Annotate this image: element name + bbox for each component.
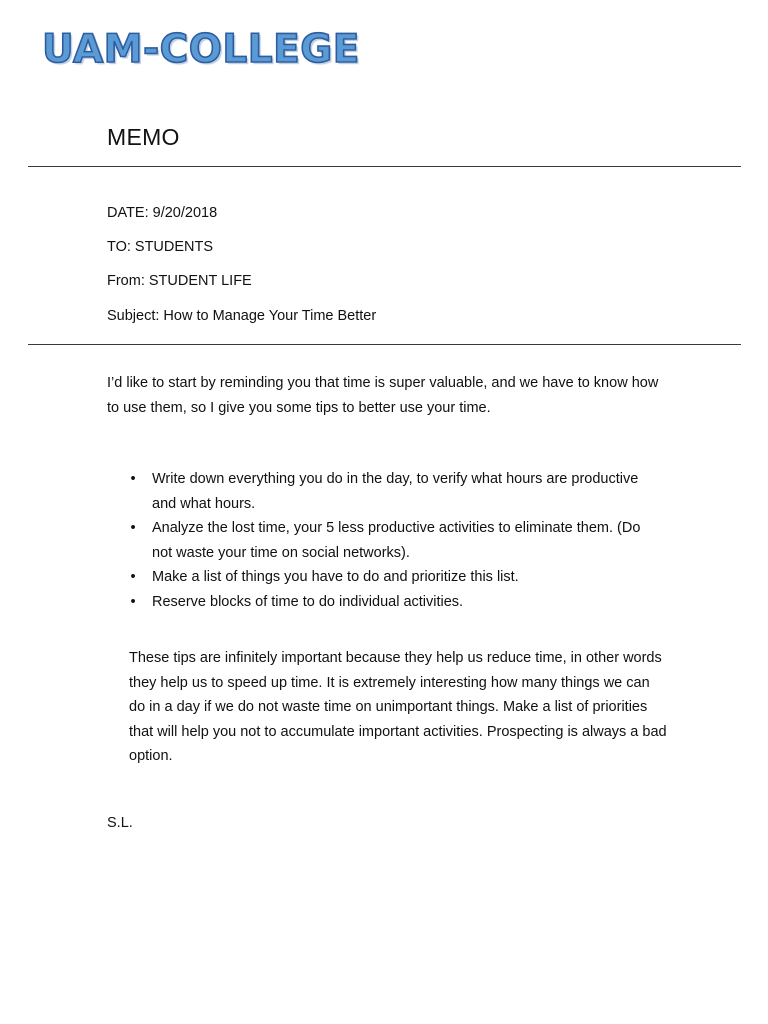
header-divider-bottom bbox=[28, 344, 741, 345]
to-value: STUDENTS bbox=[134, 239, 214, 255]
list-item bbox=[127, 516, 647, 565]
tip-text: Write down everything you do in the day, to verify what hours are productive and what hours. bbox=[152, 471, 639, 512]
tips-list bbox=[127, 467, 647, 614]
tip-text: Make a list of things you have to do and prioritize this list. bbox=[152, 569, 519, 585]
bullet-icon: • bbox=[130, 593, 136, 610]
memo-title: MEMO bbox=[107, 124, 180, 150]
to-label: TO: bbox=[107, 239, 131, 255]
from-label: From: bbox=[107, 273, 145, 289]
subject-field bbox=[107, 307, 376, 325]
subject-label: Subject: bbox=[107, 308, 160, 324]
list-item bbox=[127, 565, 647, 590]
header-divider-top bbox=[28, 166, 741, 167]
list-item bbox=[127, 590, 647, 615]
from-value: STUDENT LIFE bbox=[148, 273, 252, 289]
from-field bbox=[107, 272, 252, 290]
subject-value: How to Manage Your Time Better bbox=[163, 308, 377, 324]
date-label: DATE: bbox=[107, 205, 149, 221]
intro-paragraph: I’d like to start by reminding you that time is super valuable, and we have to know how to use them, so I give you some tips to better use your time. bbox=[107, 375, 659, 416]
bullet-icon: • bbox=[130, 520, 136, 536]
to-field bbox=[107, 238, 213, 256]
signature: S.L. bbox=[107, 815, 133, 831]
bullet-icon: • bbox=[130, 569, 136, 585]
college-logo: UAM-COLLEGE bbox=[42, 27, 360, 72]
closing-paragraph: These tips are infinitely important because they help us reduce time, in other words they help us to speed up time. It is extremely interesting how many things we can do in a day if we do not waste time on unimportant things. Make a list of priorities that will help you not to accumulate important activities. Prospecting is always a bad option. bbox=[129, 650, 667, 764]
list-item bbox=[127, 467, 647, 516]
bullet-icon: • bbox=[130, 471, 136, 487]
tip-text: Reserve blocks of time to do individual activities. bbox=[152, 593, 464, 610]
date-field bbox=[107, 204, 217, 222]
date-value: 9/20/2018 bbox=[152, 205, 218, 221]
tip-text: Analyze the lost time, your 5 less productive activities to eliminate them. (Do not waste your time on social networks). bbox=[152, 520, 641, 561]
